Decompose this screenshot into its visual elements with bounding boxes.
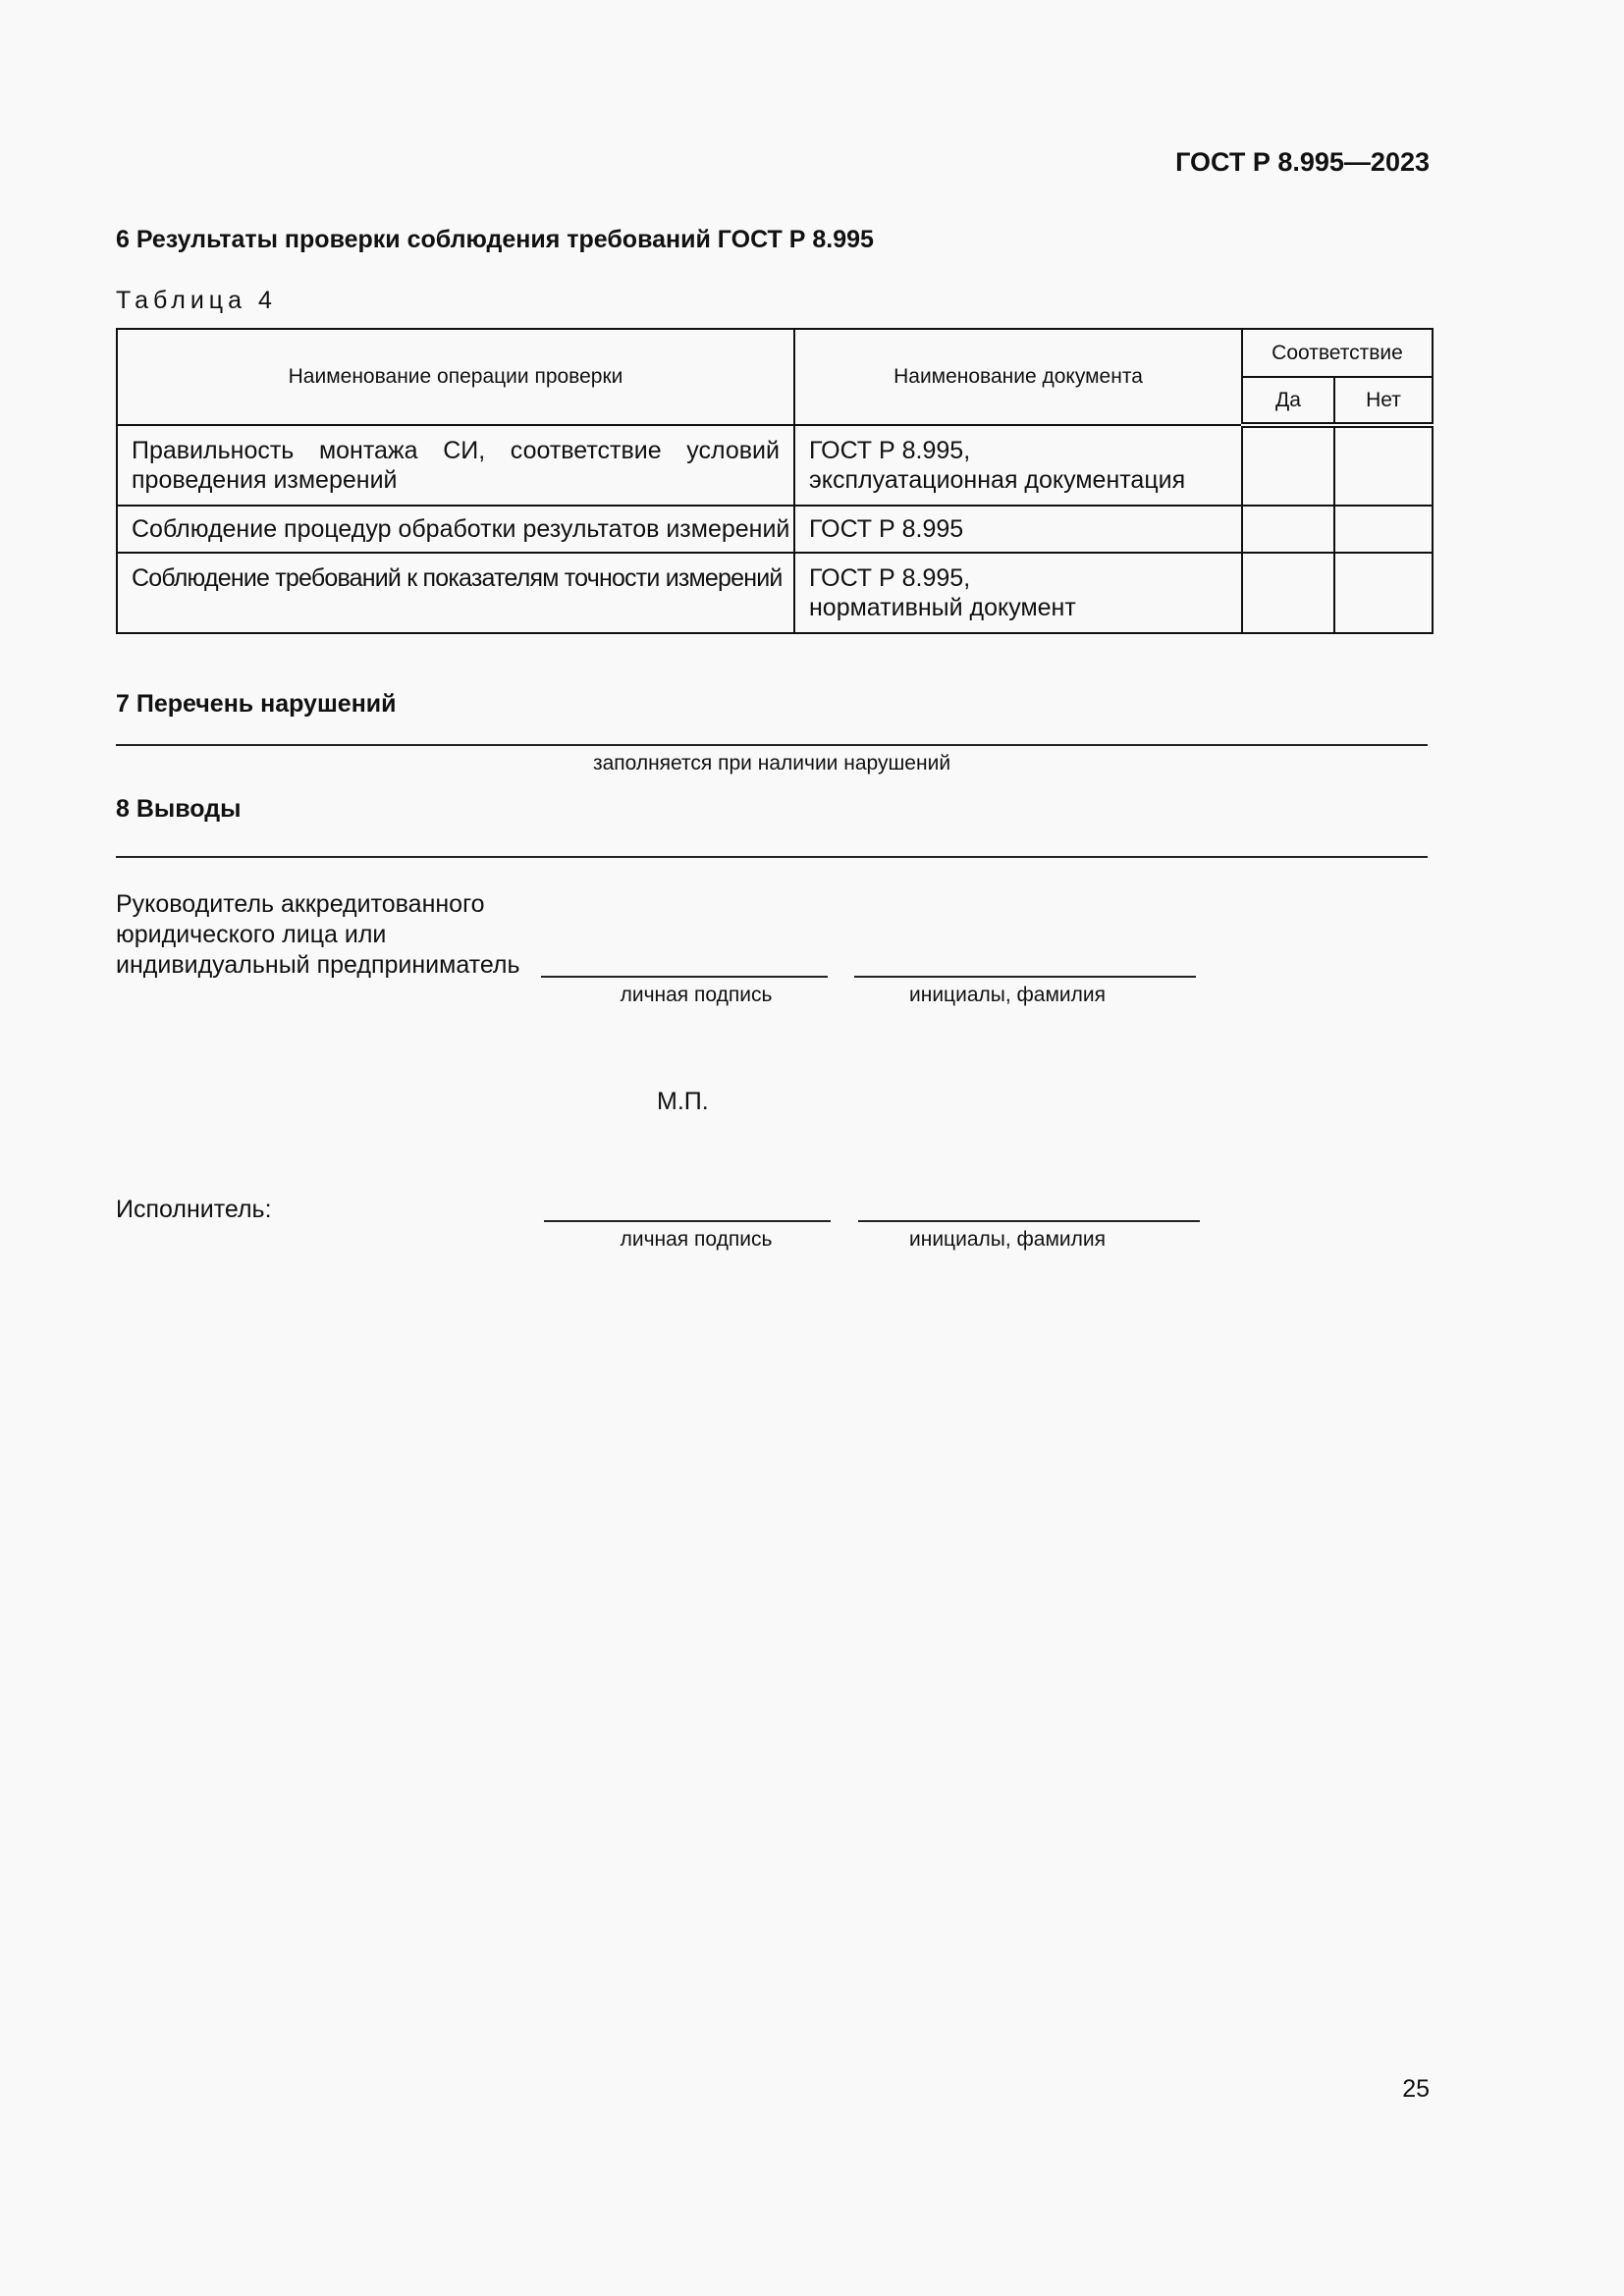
table-row [117,506,1433,553]
executor-signature-line[interactable] [544,1220,831,1222]
head-signatory-label [116,889,520,981]
row-document-line: ГОСТ Р 8.995, [809,564,971,592]
row-operation: Соблюдение требований к показателям точности измерений [117,553,794,633]
row-document-line: ГОСТ Р 8.995, [809,437,971,464]
document-code: ГОСТ Р 8.995—2023 [1175,147,1430,177]
section-8-title: 8 Выводы [116,795,242,823]
violations-field-caption: заполняется при наличии нарушений [592,752,951,774]
cell-no[interactable] [1334,425,1433,506]
executor-name-caption: инициалы, фамилия [909,1228,1106,1251]
table-caption: Таблица 4 [116,287,277,314]
conclusions-fill-line[interactable] [116,856,1428,858]
head-signatory-line: юридического лица или [116,921,387,948]
executor-label: Исполнитель: [116,1196,272,1223]
table-row [117,425,1433,506]
cell-no[interactable] [1334,506,1433,553]
head-signature-line[interactable] [541,976,828,978]
cell-yes[interactable] [1242,553,1334,633]
header-compliance: Соответствие [1242,329,1433,377]
page-number: 25 [1402,2075,1430,2103]
head-signatory-line: индивидуальный предприниматель [116,951,520,979]
row-operation: Соблюдение процедур обработки результатов измерений [117,506,794,553]
cell-yes[interactable] [1242,506,1334,553]
table-header-row [117,329,1433,377]
row-document-line: ГОСТ Р 8.995 [809,515,964,543]
stamp-place: М.П. [657,1088,709,1115]
head-signatory-line: Руководитель аккредитованного [116,890,485,918]
row-document [794,553,1242,633]
row-document [794,425,1242,506]
head-name-line[interactable] [854,976,1196,978]
row-operation: Правильность монтажа СИ, соответствие условий проведения измерений [117,425,794,506]
cell-yes[interactable] [1242,425,1334,506]
inspection-results-table [116,328,1434,634]
header-no: Нет [1334,377,1433,425]
cell-no[interactable] [1334,553,1433,633]
executor-name-line[interactable] [858,1220,1200,1222]
section-7-title: 7 Перечень нарушений [116,690,397,718]
header-operation: Наименование операции проверки [117,329,794,425]
row-document [794,506,1242,553]
header-yes: Да [1242,377,1334,425]
executor-signature-caption: личная подпись [620,1228,773,1251]
head-name-caption: инициалы, фамилия [909,984,1106,1006]
header-document: Наименование документа [794,329,1242,425]
head-signature-caption: личная подпись [620,984,773,1006]
row-document-line: эксплуатационная документация [809,466,1186,494]
table-row [117,553,1433,633]
section-6-title: 6 Результаты проверки соблюдения требований ГОСТ Р 8.995 [116,226,874,253]
violations-fill-line[interactable] [116,744,1428,746]
row-document-line: нормативный документ [809,594,1076,621]
